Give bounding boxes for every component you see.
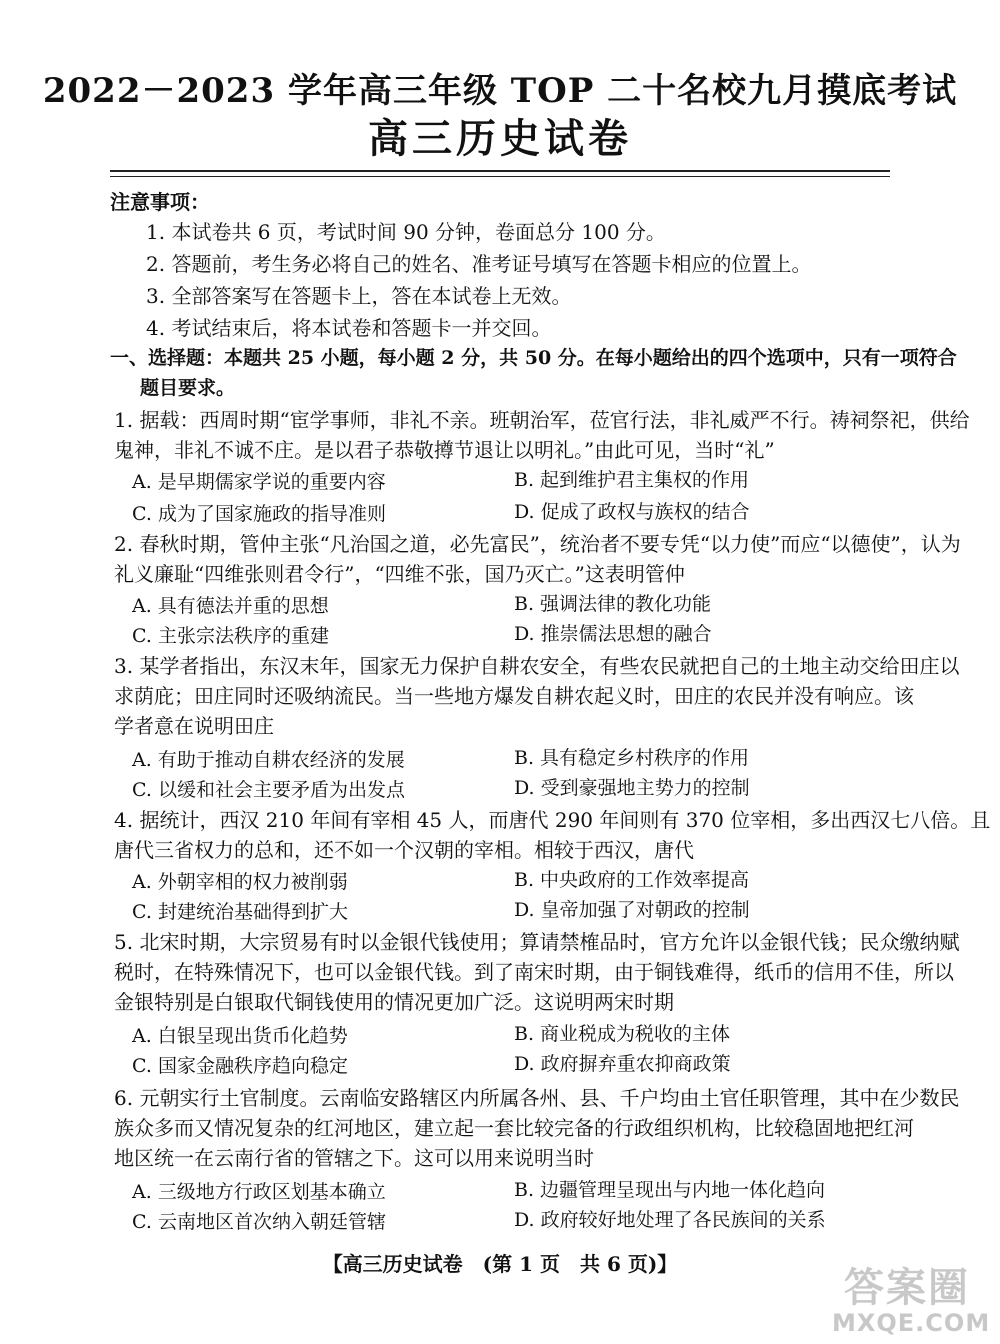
- notice-item: 4. 考试结束后，将本试卷和答题卡一并交回。: [146, 316, 552, 340]
- question-3-text: 求荫庇；田庄同时还吸纳流民。当一些地方爆发自耕农起义时，田庄的农民并没有响应。该: [114, 684, 914, 708]
- question-5-option-b: B. 商业税成为税收的主体: [514, 1023, 731, 1045]
- watermark-url: MXQE.COM: [832, 1309, 991, 1337]
- exam-subtitle: 高三历史试卷: [368, 115, 632, 162]
- question-2-option-b: B. 强调法律的教化功能: [514, 593, 712, 615]
- question-2-option-c: C. 主张宗法秩序的重建: [132, 625, 329, 647]
- question-4-option-a: A. 外朝宰相的权力被削弱: [132, 871, 348, 893]
- question-6-text: 6. 元朝实行土官制度。云南临安路辖区内所属各州、县、千户均由土官任职管理，其中在少数民: [114, 1086, 960, 1110]
- question-5-option-c: C. 国家金融秩序趋向稳定: [132, 1055, 348, 1077]
- question-6-text: 族众多而又情况复杂的红河地区，建立起一套比较完备的行政组织机构，比较稳固地把红河: [114, 1116, 914, 1140]
- question-5-text: 5. 北宋时期，大宗贸易有时以金银代钱使用；算请禁榷品时，官方允许以金银代钱；民众缴纳赋: [114, 930, 960, 954]
- question-4-option-c: C. 封建统治基础得到扩大: [132, 901, 348, 923]
- question-3-option-b: B. 具有稳定乡村秩序的作用: [514, 747, 750, 769]
- question-3-option-a: A. 有助于推动自耕农经济的发展: [132, 749, 405, 771]
- page-footer: 【高三历史试卷 (第 1 页 共 6 页)】: [322, 1252, 678, 1276]
- question-3-text: 学者意在说明田庄: [114, 714, 274, 738]
- question-1-text: 1. 据载：西周时期“宦学事师，非礼不亲。班朝治军，莅官行法，非礼威严不行。祷祠祭祀，供给: [114, 408, 970, 432]
- question-4-text: 唐代三省权力的总和，还不如一个汉朝的宰相。相较于西汉，唐代: [114, 838, 694, 862]
- title-divider-thin: [110, 176, 890, 177]
- question-3-option-c: C. 以缓和社会主要矛盾为出发点: [132, 779, 405, 801]
- question-4-text: 4. 据统计，西汉 210 年间有宰相 45 人，而唐代 290 年间则有 370 位宰相，多出西汉七八倍。且: [114, 808, 991, 832]
- question-4-option-b: B. 中央政府的工作效率提高: [514, 869, 750, 891]
- notice-item: 1. 本试卷共 6 页，考试时间 90 分钟，卷面总分 100 分。: [146, 220, 666, 244]
- question-6-option-a: A. 三级地方行政区划基本确立: [132, 1181, 386, 1203]
- notice-heading: 注意事项：: [110, 190, 210, 214]
- question-3-text: 3. 某学者指出，东汉末年，国家无力保护自耕农安全，有些农民就把自己的土地主动交给田庄以: [114, 654, 960, 678]
- question-2-text: 礼义廉耻“四维张则君令行”，“四维不张，国乃灭亡。”这表明管仲: [114, 562, 685, 586]
- question-3-option-d: D. 受到豪强地主势力的控制: [514, 777, 750, 799]
- watermark-logo: [832, 1265, 991, 1337]
- question-2-option-d: D. 推崇儒法思想的融合: [514, 623, 712, 645]
- question-1-option-c: C. 成为了国家施政的指导准则: [132, 503, 386, 525]
- question-6-option-b: B. 边疆管理呈现出与内地一体化趋向: [514, 1179, 826, 1201]
- question-5-option-a: A. 白银呈现出货币化趋势: [132, 1025, 348, 1047]
- question-1-text: 鬼神，非礼不诚不庄。是以君子恭敬撙节退让以明礼。”由此可见，当时“礼”: [114, 438, 775, 462]
- watermark-main-text: 答案圈: [844, 1265, 970, 1311]
- section-instructions-cont: 题目要求。: [140, 377, 236, 399]
- question-2-text: 2. 春秋时期，管仲主张“凡治国之道，必先富民”，统治者不要专凭“以力使”而应“以德使”，认为: [114, 532, 961, 556]
- question-1-option-d: D. 促成了政权与族权的结合: [514, 501, 750, 523]
- question-6-option-c: C. 云南地区首次纳入朝廷管辖: [132, 1211, 386, 1233]
- title-divider: [110, 170, 890, 172]
- section-instructions: 一、选择题：本题共 25 小题，每小题 2 分，共 50 分。在每小题给出的四个选项中，只有一项符合: [110, 347, 957, 369]
- question-5-text: 金银特别是白银取代铜钱使用的情况更加广泛。这说明两宋时期: [114, 990, 674, 1014]
- exam-title: 2022－2023 学年高三年级 TOP 二十名校九月摸底考试: [42, 71, 958, 111]
- notice-item: 3. 全部答案写在答题卡上，答在本试卷上无效。: [146, 284, 572, 308]
- question-1-option-b: B. 起到维护君主集权的作用: [514, 469, 750, 491]
- question-1-option-a: A. 是早期儒家学说的重要内容: [132, 471, 386, 493]
- notice-item: 2. 答题前，考生务必将自己的姓名、准考证号填写在答题卡相应的位置上。: [146, 252, 812, 276]
- question-5-text: 税时，在特殊情况下，也可以金银代钱。到了南宋时期，由于铜钱难得，纸币的信用不佳，所以: [114, 960, 954, 984]
- question-6-text: 地区统一在云南行省的管辖之下。这可以用来说明当时: [114, 1146, 594, 1170]
- question-4-option-d: D. 皇帝加强了对朝政的控制: [514, 899, 750, 921]
- question-6-option-d: D. 政府较好地处理了各民族间的关系: [514, 1209, 826, 1231]
- question-5-option-d: D. 政府摒弃重农抑商政策: [514, 1053, 731, 1075]
- question-2-option-a: A. 具有德法并重的思想: [132, 595, 329, 617]
